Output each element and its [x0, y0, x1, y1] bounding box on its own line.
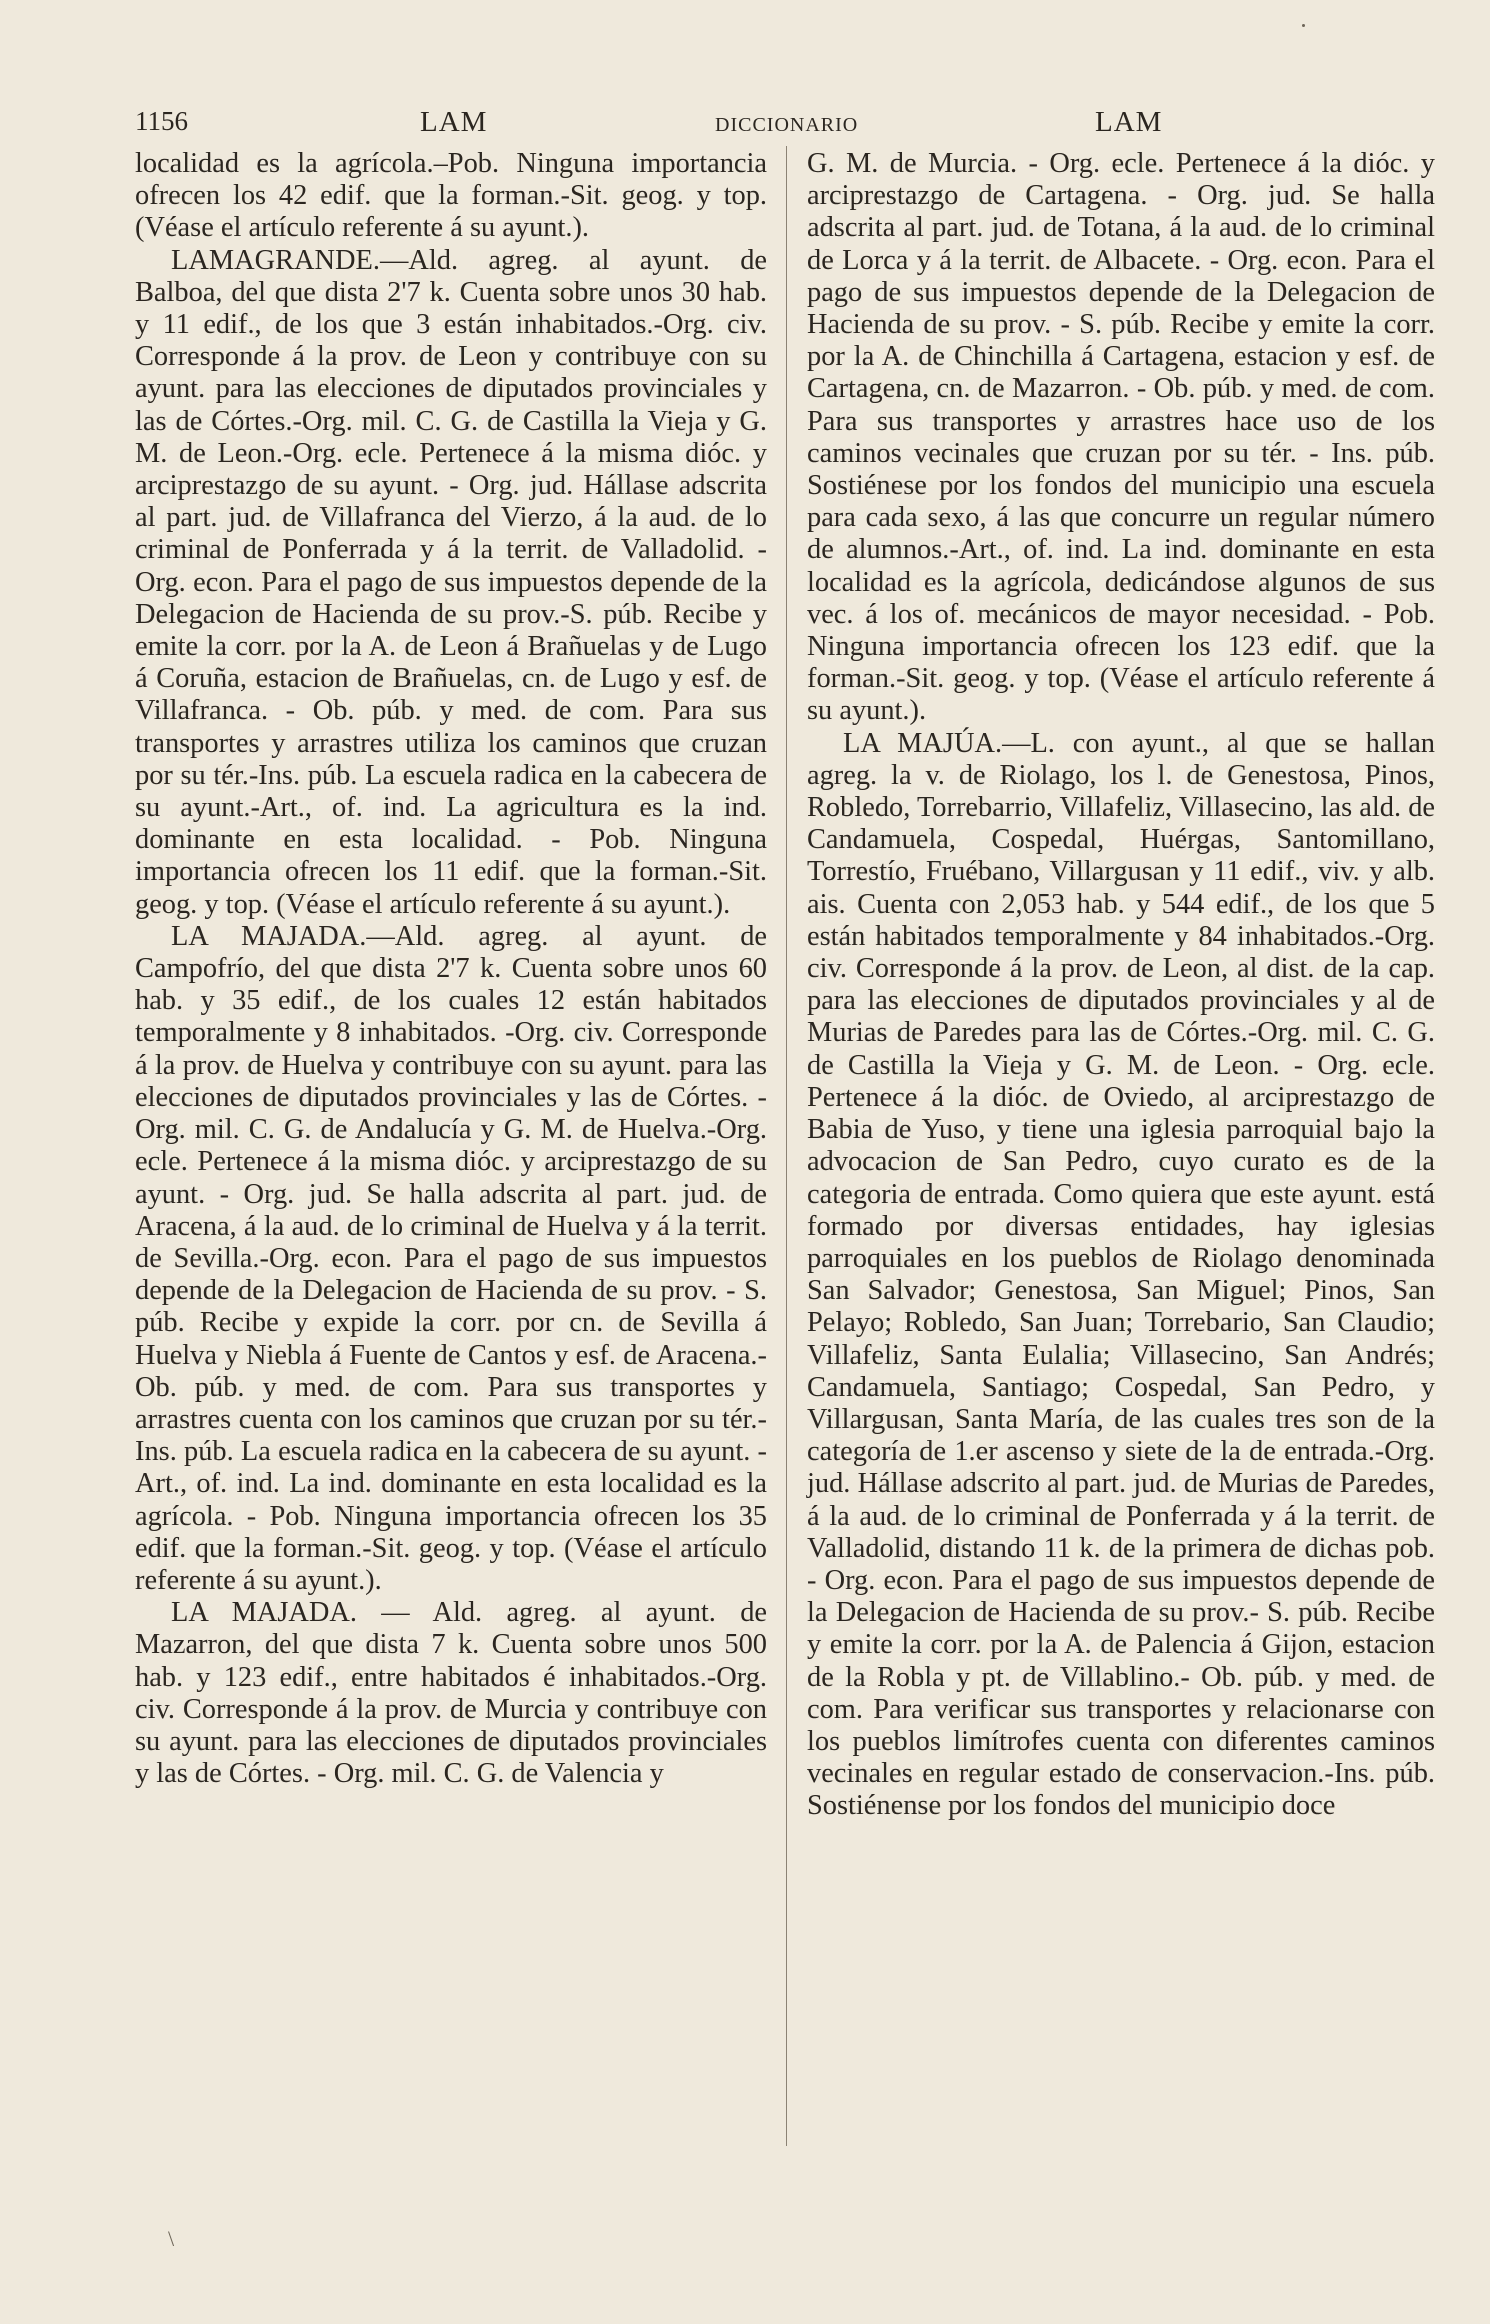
left-heading: LAM — [420, 106, 488, 138]
print-speck — [1302, 24, 1305, 27]
margin-mark: \ — [168, 2226, 175, 2251]
entry-la-majada-mazarron-continued: G. M. de Murcia. - Org. ecle. Pertenece á la dióc. y arciprestazgo de Cartagena. - Org. jud. Se halla adscrita al part. jud. de Totana, á la aud. de lo criminal de Lorca y á la territ. de Albacete. - Org. econ. Para el pago de sus impuestos depende de la Delegacion de Hacienda de su prov. - S. púb. Recibe y emite la corr. por la A. de Chinchilla á Cartagena, estacion y esf. de Cartagena, cn. de Mazarron. - Ob. púb. y med. de com. Para sus transportes y arrastres hace uso de los caminos vecinales que cruzan por su tér. - Ins. púb. Sostiénese por los fondos del municipio una escuela para cada sexo, á las que concurre un regular número de alumnos.-Art., of. ind. La ind. dominante en esta localidad es la agrícola, dedicándose algunos de sus vec. á los of. mecánicos de mayor necesidad. - Pob. Ninguna importancia ofrecen los 123 edif. que la forman.-Sit. geog. y top. (Véase el artículo referente á su ayunt.). — [807, 148, 1435, 727]
left-column — [135, 148, 767, 1790]
right-heading: LAM — [1095, 106, 1163, 138]
book-title: DICCIONARIO — [715, 114, 859, 136]
entry-la-majada-campofrio: LA MAJADA.—Ald. agreg. al ayunt. de Campofrío, del que dista 2'7 k. Cuenta sobre unos 60 hab. y 35 edif., de los cuales 12 están habitados temporalmente y 8 inhabitados. -Org. civ. Corresponde á la prov. de Huelva y contribuye con su ayunt. para las elecciones de diputados provinciales y las de Córtes. -Org. mil. C. G. de Andalucía y G. M. de Huelva.-Org. ecle. Pertenece á la misma dióc. y arciprestazgo de su ayunt. - Org. jud. Se halla adscrita al part. jud. de Aracena, á la aud. de lo criminal de Huelva y á la territ. de Sevilla.-Org. econ. Para el pago de sus impuestos depende de la Delegacion de Hacienda de su prov. - S. púb. Recibe y expide la corr. por cn. de Sevilla á Huelva y Niebla á Fuente de Cantos y esf. de Aracena.-Ob. púb. y med. de com. Para sus transportes y arrastres cuenta con los caminos que cruzan por su tér.-Ins. púb. La escuela radica en la cabecera de su ayunt. - Art., of. ind. La ind. dominante en esta localidad es la agrícola. - Pob. Ninguna importancia ofrecen los 35 edif. que la forman.-Sit. geog. y top. (Véase el artículo referente á su ayunt.). — [135, 920, 767, 1596]
entry-la-majada-mazarron: LA MAJADA. — Ald. agreg. al ayunt. de Mazarron, del que dista 7 k. Cuenta sobre unos 500 hab. y 123 edif., entre habitados é inhabitados.-Org. civ. Corresponde á la prov. de Murcia y contribuye con su ayunt. para las elecciones de diputados provinciales y las de Córtes. - Org. mil. C. G. de Valencia y — [135, 1597, 767, 1790]
entry-lamagrande: LAMAGRANDE.—Ald. agreg. al ayunt. de Balboa, del que dista 2'7 k. Cuenta sobre unos 30 hab. y 11 edif., de los que 3 están inhabitados.-Org. civ. Corresponde á la prov. de Leon y contribuye con su ayunt. para las elecciones de diputados provinciales y las de Córtes.-Org. mil. C. G. de Castilla la Vieja y G. M. de Leon.-Org. ecle. Pertenece á la misma dióc. y arciprestazgo de su ayunt. - Org. jud. Hállase adscrita al part. jud. de Villafranca del Vierzo, á la aud. de lo criminal de Ponferrada y á la territ. de Valladolid. - Org. econ. Para el pago de sus impuestos depende de la Delegacion de Hacienda de su prov.-S. púb. Recibe y emite la corr. por la A. de Leon á Brañuelas y de Lugo á Coruña, estacion de Brañuelas, cn. de Lugo y esf. de Villafranca. - Ob. púb. y med. de com. Para sus transportes y arrastres utiliza los caminos que cruzan por su tér.-Ins. púb. La escuela radica en la cabecera de su ayunt.-Art., of. ind. La agricultura es la ind. dominante en esta localidad. - Pob. Ninguna importancia ofrecen los 11 edif. que la forman.-Sit. geog. y top. (Véase el artículo referente á su ayunt.). — [135, 244, 767, 920]
entry-continuation: localidad es la agrícola.–Pob. Ninguna importancia ofrecen los 42 edif. que la forman.-Sit. geog. y top. (Véase el artículo referente á su ayunt.). — [135, 148, 767, 244]
right-column — [807, 148, 1435, 1823]
entry-la-majua: LA MAJÚA.—L. con ayunt., al que se hallan agreg. la v. de Riolago, los l. de Genestosa, Pinos, Robledo, Torrebarrio, Villafeliz, Villasecino, las ald. de Candamuela, Cospedal, Huérgas, Santomillano, Torrestío, Fruébano, Villargusan y 11 edif., viv. y alb. ais. Cuenta con 2,053 hab. y 544 edif., de los que 5 están habitados temporalmente y 84 inhabitados.-Org. civ. Corresponde á la prov. de Leon, al dist. de la cap. para las elecciones de diputados provinciales y al de Murias de Paredes para las de Córtes.-Org. mil. C. G. de Castilla la Vieja y G. M. de Leon. - Org. ecle. Pertenece á la dióc. de Oviedo, al arciprestazgo de Babia de Yuso, y tiene una iglesia parroquial bajo la advocacion de San Pedro, cuyo curato es de la categoria de entrada. Como quiera que este ayunt. está formado por diversas entidades, hay iglesias parroquiales en los pueblos de Riolago denominada San Salvador; Genestosa, San Miguel; Pinos, San Pelayo; Robledo, San Juan; Torrebario, San Claudio; Villafeliz, Santa Eulalia; Villasecino, San Andrés; Candamuela, Santiago; Cospedal, San Pedro, y Villargusan, Santa María, de las cuales tres son de la categoría de 1.er ascenso y siete de la de entrada.-Org. jud. Hállase adscrito al part. jud. de Murias de Paredes, á la aud. de lo criminal de Ponferrada y á la territ. de Valladolid, distando 11 k. de la primera de dichas pob. - Org. econ. Para el pago de sus impuestos depende de la Delegacion de Hacienda de su prov.- S. púb. Recibe y emite la corr. por la A. de Palencia á Gijon, estacion de la Robla y pt. de Villablino.- Ob. púb. y med. de com. Para verificar sus transportes y relacionarse con los pueblos limítrofes cuenta con diferentes caminos vecinales en regular estado de conservacion.-Ins. púb. Sostiénense por los fondos del municipio doce — [807, 727, 1435, 1822]
page-number: 1156 — [135, 106, 188, 136]
column-divider — [786, 146, 787, 2146]
running-header — [135, 106, 1435, 146]
